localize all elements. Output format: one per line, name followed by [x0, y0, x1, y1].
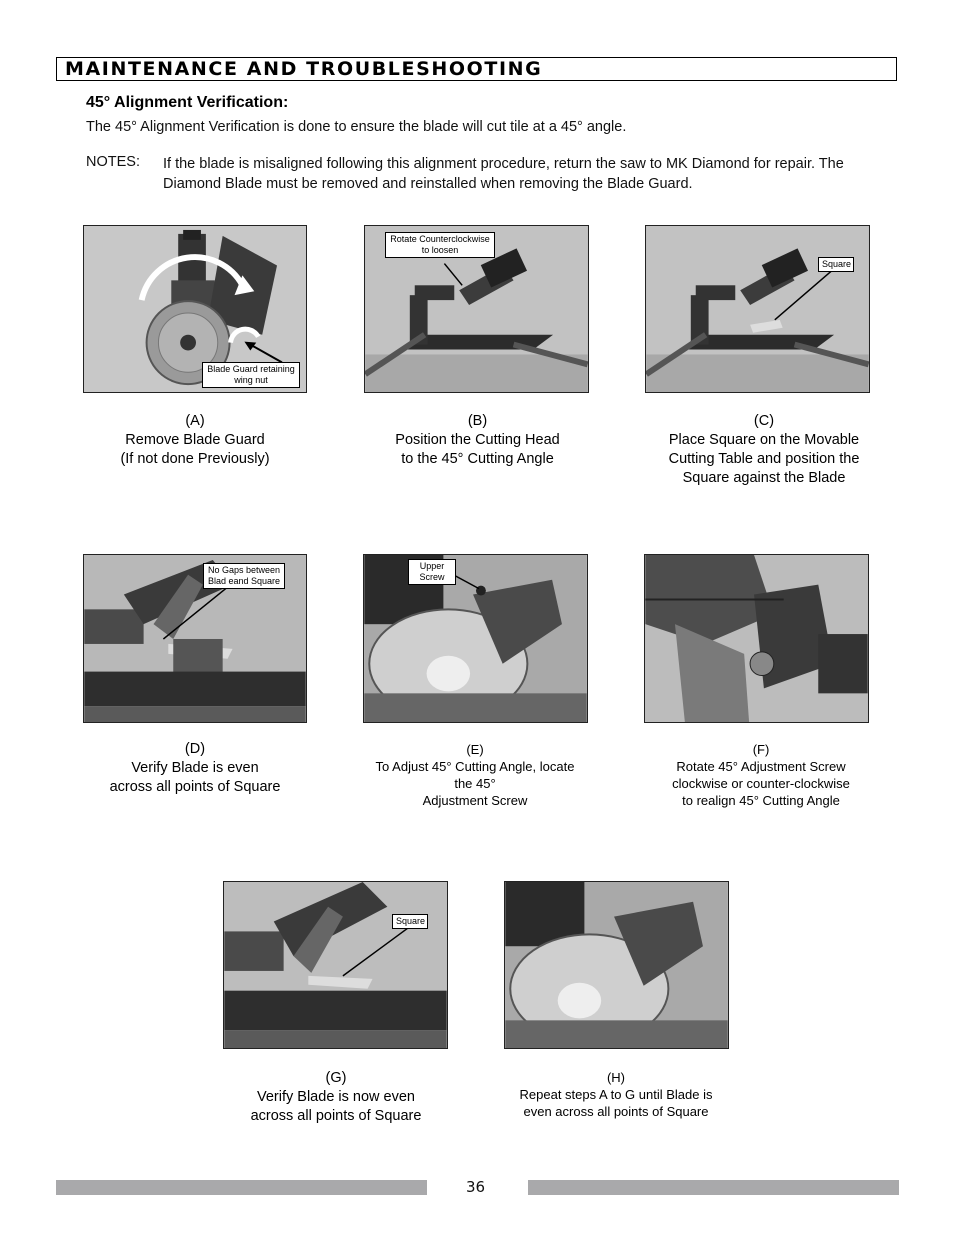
section-title: 45° Alignment Verification:: [86, 94, 289, 111]
caption-b-label: (B): [467, 413, 488, 429]
caption-d-label: (D): [184, 741, 206, 757]
caption-e-line2: the 45°: [454, 776, 496, 791]
page-number: 36: [466, 1178, 486, 1196]
caption-g-label: (G): [325, 1070, 347, 1086]
callout-rotate-counterclockwise: Rotate Counterclockwise to loosen: [385, 232, 495, 258]
photo-d-verify-blade: [83, 554, 307, 723]
caption-b-line1: Position the Cutting Head: [395, 432, 560, 448]
caption-h: [500, 1069, 732, 1120]
callout-no-gaps: [203, 563, 285, 589]
caption-c-line2: Cutting Table and position the: [668, 451, 860, 467]
callout-upper-screw-line2: Screw: [419, 572, 445, 582]
callout-upper-screw: [408, 559, 456, 585]
intro-text: The 45° Alignment Verification is done to ensure the blade will cut tile at a 45° angle.: [86, 119, 627, 135]
caption-f-line2: clockwise or counter-clockwise: [672, 776, 850, 791]
callout-square-c: Square: [818, 257, 854, 272]
caption-a-line1: Remove Blade Guard: [125, 432, 265, 448]
caption-e: [360, 741, 590, 809]
section-header-bar: [56, 57, 897, 81]
caption-b-line2: to the 45° Cutting Angle: [401, 451, 554, 467]
photo-a-remove-blade-guard: [83, 225, 307, 393]
photo-b-position-cutting-head: [364, 225, 589, 393]
caption-d: [95, 740, 295, 797]
caption-g: [226, 1069, 446, 1126]
caption-c-line1: Place Square on the Movable: [668, 432, 860, 448]
caption-e-line1: To Adjust 45° Cutting Angle, locate: [375, 759, 575, 774]
caption-c-line3: Square against the Blade: [682, 470, 846, 486]
callout-no-gaps-line2: Blad eand Square: [207, 576, 281, 586]
photo-g-verify-even: [223, 881, 448, 1049]
caption-h-line1: Repeat steps A to G until Blade is: [519, 1087, 713, 1102]
callout-no-gaps-line1: No Gaps between: [207, 565, 281, 575]
notes-text: If the blade is misaligned following this alignment procedure, return the saw to MK Diamond for repair. The Diamond Blade must be removed and reinstalled when removing the Blade Guard.: [163, 156, 844, 192]
photo-c-place-square: [645, 225, 870, 393]
callout-square-g: Square: [392, 914, 428, 929]
photo-h-repeat-steps: [504, 881, 729, 1049]
notes-label: NOTES:: [86, 154, 140, 170]
caption-e-label: (E): [466, 742, 484, 757]
caption-f-line1: Rotate 45° Adjustment Screw: [676, 759, 846, 774]
caption-h-line2: even across all points of Square: [523, 1104, 709, 1119]
caption-a-label: (A): [185, 413, 205, 429]
photo-f-rotate-screw: [644, 554, 869, 723]
caption-g-line1: Verify Blade is now even: [257, 1089, 415, 1105]
callout-upper-screw-line1: Upper: [419, 561, 445, 571]
caption-d-line1: Verify Blade is even: [131, 760, 259, 776]
caption-h-label: (H): [606, 1070, 626, 1085]
caption-f-line3: to realign 45° Cutting Angle: [682, 793, 840, 808]
footer-bar-left: [56, 1180, 427, 1195]
caption-a-line2: (If not done Previously): [120, 451, 270, 467]
caption-e-line3: Adjustment Screw: [422, 793, 528, 808]
page-title: MAINTENANCE AND TROUBLESHOOTING: [65, 58, 543, 80]
photo-e-adjustment-screw: [363, 554, 588, 723]
caption-c-label: (C): [753, 413, 775, 429]
caption-b: [370, 412, 585, 469]
caption-d-line2: across all points of Square: [109, 779, 281, 795]
callout-wing-nut: Blade Guard retaining wing nut: [202, 362, 300, 388]
footer-bar-right: [528, 1180, 899, 1195]
caption-c: [652, 412, 876, 488]
caption-f-label: (F): [752, 742, 770, 757]
caption-a: [95, 412, 295, 469]
caption-g-line2: across all points of Square: [250, 1108, 422, 1124]
caption-f: [651, 741, 871, 809]
